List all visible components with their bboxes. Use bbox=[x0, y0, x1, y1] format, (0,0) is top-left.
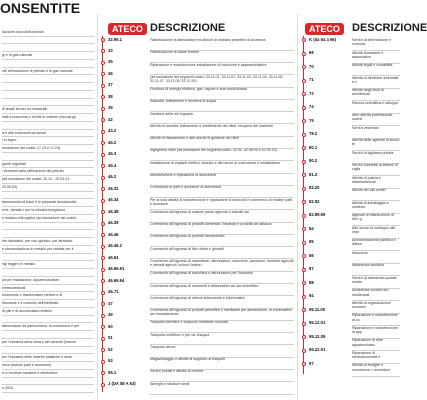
ateco-code: 95.12.01 bbox=[309, 320, 326, 326]
timeline-dot bbox=[101, 325, 105, 329]
ateco-code: 78.2 bbox=[309, 131, 318, 137]
timeline-dot bbox=[302, 92, 306, 96]
timeline-dot bbox=[101, 153, 105, 157]
timeline-dot bbox=[302, 52, 306, 56]
ateco-header-badge-2: ATECO bbox=[305, 23, 344, 35]
ateco-code: 86 bbox=[309, 252, 314, 258]
row-divider bbox=[2, 105, 94, 106]
ateco-code: 71 bbox=[309, 77, 314, 83]
ateco-code: 69 bbox=[309, 50, 314, 56]
left-description-row: per l'industria della carta e del cartone (incluse bbox=[2, 339, 76, 344]
ateco-code: 46.38 bbox=[108, 208, 119, 214]
timeline-dot bbox=[302, 79, 306, 83]
timeline-dot bbox=[302, 281, 306, 285]
ateco-code: 42 bbox=[108, 116, 113, 122]
ateco-code: 46.34 bbox=[108, 197, 119, 203]
ateco-code: 49 bbox=[108, 312, 113, 318]
row-divider bbox=[2, 377, 94, 378]
description-row: Riparazione di elettrodomestici e bbox=[352, 350, 381, 360]
description-row: Manutenzione e riparazione di autoveicoli bbox=[150, 173, 217, 178]
timeline-dot bbox=[101, 164, 105, 168]
left-description-row: farmaceutici di base e di preparati farmaceutici bbox=[2, 200, 77, 205]
timeline-dot bbox=[101, 371, 105, 375]
left-description-row: e strumentazione in metallo per caldaie per il bbox=[2, 246, 74, 251]
row-divider bbox=[2, 113, 94, 114]
ateco-code: 70 bbox=[309, 63, 314, 69]
row-divider bbox=[2, 291, 94, 292]
timeline-dot bbox=[302, 227, 306, 231]
timeline-dot bbox=[101, 130, 105, 134]
left-description-row: her laboratori, per uso igienico, per farmacia bbox=[2, 239, 73, 244]
ateco-code: 95.11.00 bbox=[309, 306, 326, 312]
timeline-dot bbox=[302, 268, 306, 272]
ateco-code: 45.3 bbox=[108, 151, 117, 157]
description-row: Altre attività professionali, scienti bbox=[352, 113, 393, 122]
ateco-code: 95.12.09 bbox=[309, 333, 326, 339]
timeline-dot bbox=[302, 187, 306, 191]
ateco-code: 53 bbox=[108, 358, 113, 364]
ateco-code: 50 bbox=[108, 323, 113, 329]
ateco-codes-column-2 bbox=[299, 28, 349, 400]
ateco-code: 37 bbox=[108, 82, 113, 88]
description-row: Servizi di vigilanza privata bbox=[352, 150, 394, 155]
description-row: Commercio di parti e accessori di autoveicoli bbox=[150, 185, 222, 190]
ateco-code: 46.31 bbox=[108, 185, 119, 191]
description-row: Servizi veterinari bbox=[352, 125, 379, 130]
row-divider bbox=[2, 299, 94, 300]
description-row: Trasporto terrestre e trasporto mediante condotte bbox=[150, 320, 229, 325]
description-row: Alberghi e strutture simili bbox=[150, 381, 190, 386]
ateco-code: 74 bbox=[309, 104, 314, 110]
timeline-dot bbox=[101, 222, 105, 226]
ateco-code: 32.99.1 bbox=[108, 36, 122, 42]
timeline-dot bbox=[302, 160, 306, 164]
row-divider bbox=[2, 214, 94, 215]
description-row: Servizi connessi ai sistemi di vigila bbox=[352, 163, 398, 172]
left-description-row: o 2020 bbox=[2, 386, 13, 391]
timeline-dot bbox=[101, 256, 105, 260]
description-row: Servizi di informazione e comunic bbox=[352, 38, 392, 47]
timeline-dot bbox=[101, 348, 105, 352]
timeline-dot bbox=[302, 173, 306, 177]
row-divider bbox=[2, 98, 94, 99]
description-row: Istruzione bbox=[352, 250, 368, 255]
ateco-code: 39 bbox=[108, 105, 113, 111]
left-description-row: elettromedicali bbox=[2, 285, 26, 290]
ateco-code: 84 bbox=[309, 225, 314, 231]
left-description-row: (ad esclusione dei codici: 20.12 - 20.51.01 bbox=[2, 177, 70, 182]
row-divider bbox=[2, 160, 94, 161]
left-description-row: a e altri indumenti da lavoro bbox=[2, 130, 47, 135]
description-row: Attività finanziarie e assicurative bbox=[352, 50, 384, 59]
left-description-row: i in legno bbox=[2, 138, 17, 143]
row-divider bbox=[2, 276, 94, 277]
row-divider bbox=[2, 392, 94, 393]
description-row: Attività di raccolta, trattamento e smaltimento dei rifiuti; recupero dei materiali bbox=[150, 123, 273, 128]
ateco-code: 82.92 bbox=[309, 198, 320, 204]
ateco-codes-column bbox=[98, 28, 146, 400]
timeline-dot bbox=[302, 133, 306, 137]
timeline-dot bbox=[302, 65, 306, 69]
row-divider bbox=[352, 376, 400, 377]
ateco-code: 46.69.91 bbox=[108, 266, 125, 272]
description-row: Attività delle agenzie di lavoro te bbox=[352, 138, 400, 147]
row-divider bbox=[2, 361, 94, 362]
ateco-code: 95.22.01 bbox=[309, 347, 326, 353]
description-row: Attività di organizzazioni economi bbox=[352, 300, 391, 310]
row-divider bbox=[2, 322, 94, 323]
timeline-dot bbox=[101, 210, 105, 214]
description-row: Attività di direzione aziendale e c bbox=[352, 75, 399, 84]
ateco-code: 45.2 bbox=[108, 139, 117, 145]
row-divider bbox=[2, 330, 94, 331]
left-description-row: 20.59.60) bbox=[2, 184, 18, 189]
timeline-dot bbox=[101, 199, 105, 203]
column-divider bbox=[297, 14, 298, 400]
left-description-row: mica (incluse parti e accessori) bbox=[2, 363, 52, 368]
timeline-dot bbox=[302, 322, 306, 326]
row-divider bbox=[2, 36, 94, 37]
description-row: Attività di risanamento e altri servizi di gestione dei rifiuti bbox=[150, 136, 240, 141]
page-title: ONSENTITE bbox=[0, 0, 81, 16]
ateco-code: 46.2 bbox=[108, 174, 117, 180]
row-divider bbox=[2, 284, 94, 285]
timeline-dot bbox=[101, 245, 105, 249]
ateco-code: 46.61 bbox=[108, 254, 119, 260]
ateco-code: 82.20 bbox=[309, 185, 320, 191]
row-divider bbox=[2, 245, 94, 246]
timeline-dot bbox=[101, 360, 105, 364]
row-divider bbox=[2, 338, 94, 339]
ateco-code: 80.1 bbox=[309, 144, 318, 150]
description-row: Magazzinaggio e attività di supporto ai trasporti bbox=[150, 357, 226, 362]
timeline-dot bbox=[302, 295, 306, 299]
description-row: Commercio all'ingrosso di strumenti e attrezzature ad uso scientifico bbox=[150, 283, 259, 288]
timeline-dot bbox=[302, 254, 306, 258]
ateco-code: 46.69.94 bbox=[108, 277, 125, 283]
left-description-row: otti all'estrazione di petrolio e di gas naturale bbox=[2, 68, 73, 73]
row-divider bbox=[2, 175, 94, 176]
timeline-dot bbox=[101, 291, 105, 295]
ateco-code: 87 bbox=[309, 266, 314, 272]
left-description-row: attrezzature da parrucchiere, la confezione e per bbox=[2, 324, 80, 329]
row-divider bbox=[2, 82, 94, 83]
description-row: (ad esclusione dei seguenti codici: 33.11.01, 33.11.02, 33.11.03, 33.11.04, 33.11.05, 33.11.07, 33.11.09, 33.12.92) bbox=[150, 74, 284, 84]
timeline-dot bbox=[101, 38, 105, 42]
timeline-dot bbox=[101, 187, 105, 191]
timeline-dot bbox=[101, 337, 105, 341]
left-description-column bbox=[2, 28, 94, 400]
description-row: Riparazione e manutenzione installazione di macchine e apparecchiature bbox=[150, 62, 267, 67]
timeline-dot bbox=[302, 349, 306, 353]
ateco-code: 94 bbox=[309, 293, 314, 299]
description-row: Raccolta, trattamento e fornitura di acqua bbox=[150, 99, 216, 104]
ateco-code: 43.2 bbox=[108, 128, 117, 134]
row-divider bbox=[2, 51, 94, 52]
ateco-code: 72 bbox=[309, 90, 314, 96]
row-divider bbox=[2, 144, 94, 145]
row-divider bbox=[2, 121, 94, 122]
timeline-dot bbox=[101, 95, 105, 99]
ateco-code: J (DA 58 A 63) bbox=[108, 381, 136, 387]
timeline-dot bbox=[302, 362, 306, 366]
ateco-code: 46.71 bbox=[108, 289, 119, 295]
timeline-dot bbox=[101, 233, 105, 237]
timeline-dot bbox=[302, 335, 306, 339]
row-divider bbox=[2, 198, 94, 199]
row-divider bbox=[2, 315, 94, 316]
description-row: Servizi di assistenza sociale reside bbox=[352, 275, 397, 285]
ateco-code: 46.49.2 bbox=[108, 243, 122, 249]
ateco-code: 52 bbox=[108, 346, 113, 352]
description-row: Altri servizi di sostegno alle impr bbox=[352, 225, 396, 234]
ateco-code: 46.39 bbox=[108, 220, 119, 226]
description-row: Assistenza sociale non residenzial bbox=[352, 288, 389, 297]
timeline-dot bbox=[302, 106, 306, 110]
timeline-dot bbox=[302, 38, 306, 42]
timeline-dot bbox=[101, 118, 105, 122]
timeline-dot bbox=[302, 308, 306, 312]
ateco-code: 38 bbox=[108, 93, 113, 99]
description-row: Ricerca scientifica e sviluppo bbox=[352, 100, 399, 105]
descriptions-column bbox=[150, 28, 294, 400]
timeline-dot bbox=[101, 61, 105, 65]
left-description-row: rtgi leggeri in metallo bbox=[2, 262, 36, 267]
row-divider bbox=[2, 237, 94, 238]
row-divider bbox=[150, 394, 294, 395]
timeline-dot bbox=[101, 176, 105, 180]
left-description-row: ali per irradiazione, apparecchiature bbox=[2, 277, 60, 282]
description-row: Riparazione di altre apparecchiatu bbox=[352, 338, 383, 347]
description-row: Commercio all'ingrosso di macchinari, attrezzature, macchine, accessori, forniture agricole e utensili agricoli, inclusi i trattori bbox=[150, 258, 294, 268]
description-row: Installazione di impianti elettrici, idraulici e altri lavori di costruzione e installazione bbox=[150, 160, 281, 165]
row-divider bbox=[2, 136, 94, 137]
row-divider bbox=[2, 67, 94, 68]
timeline-dot bbox=[101, 302, 105, 306]
description-row: Attività dei call center bbox=[352, 188, 386, 193]
ateco-code: 82.99.99 bbox=[309, 212, 326, 218]
descrizione-header-2: DESCRIZIONE bbox=[352, 22, 427, 34]
ateco-code: 46.46 bbox=[108, 231, 119, 237]
left-description-row: esclusione dei codici: 17.23 e 17.24) bbox=[2, 146, 61, 151]
row-divider bbox=[2, 253, 94, 254]
row-divider bbox=[2, 307, 94, 308]
timeline-dot bbox=[101, 72, 105, 76]
description-row: Attività di imballaggio e confezio bbox=[352, 200, 389, 209]
row-divider bbox=[2, 369, 94, 370]
description-row: Ingegneria civile (ad esclusione dei seguenti codici: 42.91, 42.99.09 e 42.99.10) bbox=[150, 148, 277, 153]
description-row: Commercio all'ingrosso di materie prime agricole e animali vivi bbox=[150, 209, 250, 214]
timeline-dot bbox=[302, 241, 306, 245]
description-row: Fornitura di energia elettrica, gas, vapore e aria condizionata bbox=[150, 87, 247, 92]
ateco-code: 55.1 bbox=[108, 369, 117, 375]
left-description-row: ribuzione e il controllo dell'elettricità bbox=[2, 301, 59, 306]
row-divider bbox=[2, 346, 94, 347]
descrizione-header: DESCRIZIONE bbox=[150, 22, 226, 34]
description-row: Commercio all'ingrosso di macchine e attrezzature per l'industria bbox=[150, 271, 253, 276]
row-divider bbox=[2, 222, 94, 223]
row-divider bbox=[2, 59, 94, 60]
description-row: Riparazione e manutenzione di app bbox=[352, 325, 398, 335]
timeline-dot bbox=[101, 49, 105, 53]
description-row: Trasporto aereo bbox=[150, 344, 176, 349]
row-divider bbox=[2, 152, 94, 153]
row-divider bbox=[2, 191, 94, 192]
left-description-row: e medico-chirurgiche (ad esclusione dei codici: bbox=[2, 215, 77, 220]
description-row: Per la sola attività di manutenzione e riparazione di motocicli e commercio di relative parti e accessori bbox=[150, 197, 293, 206]
description-row: Fabbricazione di casse funebri bbox=[150, 50, 199, 55]
left-description-row: pporti registrati bbox=[2, 161, 26, 166]
timeline-dot bbox=[101, 107, 105, 111]
row-divider bbox=[2, 268, 94, 269]
description-row: Trasporto marittimo e per vie d'acqua bbox=[150, 332, 210, 337]
ateco-code: 80.2 bbox=[309, 158, 318, 164]
timeline-dot bbox=[101, 84, 105, 88]
left-description-row: per l'industria delle materie plastiche e della bbox=[2, 355, 72, 360]
ateco-code: 85 bbox=[309, 239, 314, 245]
description-row: Amministrazione pubblica e difesa bbox=[352, 238, 396, 247]
timeline-dot bbox=[302, 119, 306, 123]
timeline-dot bbox=[101, 268, 105, 272]
description-row: Attività degli studi di architettura bbox=[352, 88, 384, 97]
timeline-dot bbox=[302, 214, 306, 218]
ateco-code: 47 bbox=[108, 300, 113, 306]
description-row: Assistenza sanitaria bbox=[352, 263, 384, 268]
ateco-code: 88 bbox=[309, 279, 314, 285]
left-description-row: ionamento e trasformatori elettrici e di bbox=[2, 293, 63, 298]
row-divider bbox=[2, 384, 94, 385]
left-description-row: idali a macchina e di tutti le materie (esclusi gli bbox=[2, 115, 76, 120]
row-divider bbox=[2, 74, 94, 75]
ateco-code: 75 bbox=[309, 117, 314, 123]
ateco-code: 45.4 bbox=[108, 162, 117, 168]
ateco-code: 81.2 bbox=[309, 171, 318, 177]
row-divider bbox=[2, 260, 94, 261]
left-description-row: gi e di gas naturale bbox=[2, 53, 33, 58]
description-row: Commercio all'ingrosso di prodotti farmaceutici bbox=[150, 234, 225, 239]
description-row: Commercio all'ingrosso di prodotti alimentari, bevande e prodotti del tabacco bbox=[150, 222, 272, 227]
description-row: Commercio all'ingrosso di prodotti petroliferi e lubrificanti per autotrazione, di combustibili per riscaldamento bbox=[150, 308, 292, 317]
ateco-code: 33 bbox=[108, 47, 113, 53]
row-divider bbox=[2, 90, 94, 91]
ateco-code: 35 bbox=[108, 59, 113, 65]
ateco-code: K (da 64 a 66) bbox=[309, 36, 336, 42]
description-row: Attività legali e contabilità bbox=[352, 63, 393, 68]
description-row: Commercio all'ingrosso di articoli antincendio e infortunistici bbox=[150, 295, 245, 300]
row-divider bbox=[2, 43, 94, 44]
row-divider bbox=[2, 229, 94, 230]
left-description-row: di pile e di accumulatori elettrici bbox=[2, 308, 52, 313]
timeline-dot bbox=[101, 314, 105, 318]
description-row: Riparazione e manutenzione di co bbox=[352, 313, 398, 322]
ateco-code: 36 bbox=[108, 70, 113, 76]
description-row: Commercio all'ingrosso di libri riviste e giornali bbox=[150, 246, 224, 251]
description-row: Agenzie di distribuzione di libri, g bbox=[352, 213, 394, 222]
left-description-row: duzione di prodotti animali bbox=[2, 30, 44, 34]
row-divider bbox=[2, 206, 94, 207]
timeline-dot bbox=[101, 141, 105, 145]
description-row: Servizi postali e attività di corriere bbox=[150, 369, 204, 374]
description-row: Fabbricazione di attrezzature ed articoli di vestiario protettivi di sicurezza bbox=[150, 38, 266, 42]
ateco-code: 97 bbox=[309, 360, 314, 366]
timeline-dot bbox=[302, 200, 306, 204]
left-description-row: iche, dentali e per la chimica inorganica bbox=[2, 208, 65, 213]
row-divider bbox=[2, 167, 94, 168]
timeline-dot bbox=[101, 279, 105, 283]
timeline-dot bbox=[302, 146, 306, 150]
ateco-header-badge: ATECO bbox=[108, 23, 147, 35]
row-divider bbox=[2, 129, 94, 130]
row-divider bbox=[2, 353, 94, 354]
left-description-row: i derivanti dalla raffinazione del petrolio bbox=[2, 169, 65, 174]
left-description-row: ci e forniture mediche e dentistiche bbox=[2, 370, 58, 375]
descriptions-column-2 bbox=[352, 28, 400, 400]
timeline-dot bbox=[101, 383, 105, 387]
ateco-code: 51 bbox=[108, 335, 113, 341]
row-divider bbox=[2, 183, 94, 184]
description-row: Gestione delle reti fognarie bbox=[150, 111, 193, 116]
description-row: Attività di famiglie e convivenze c domestico bbox=[352, 363, 391, 372]
description-row: Attività di pulizia e disinfestazione bbox=[352, 175, 381, 184]
left-description-row: di tessili tecnici ed industriali bbox=[2, 107, 48, 112]
